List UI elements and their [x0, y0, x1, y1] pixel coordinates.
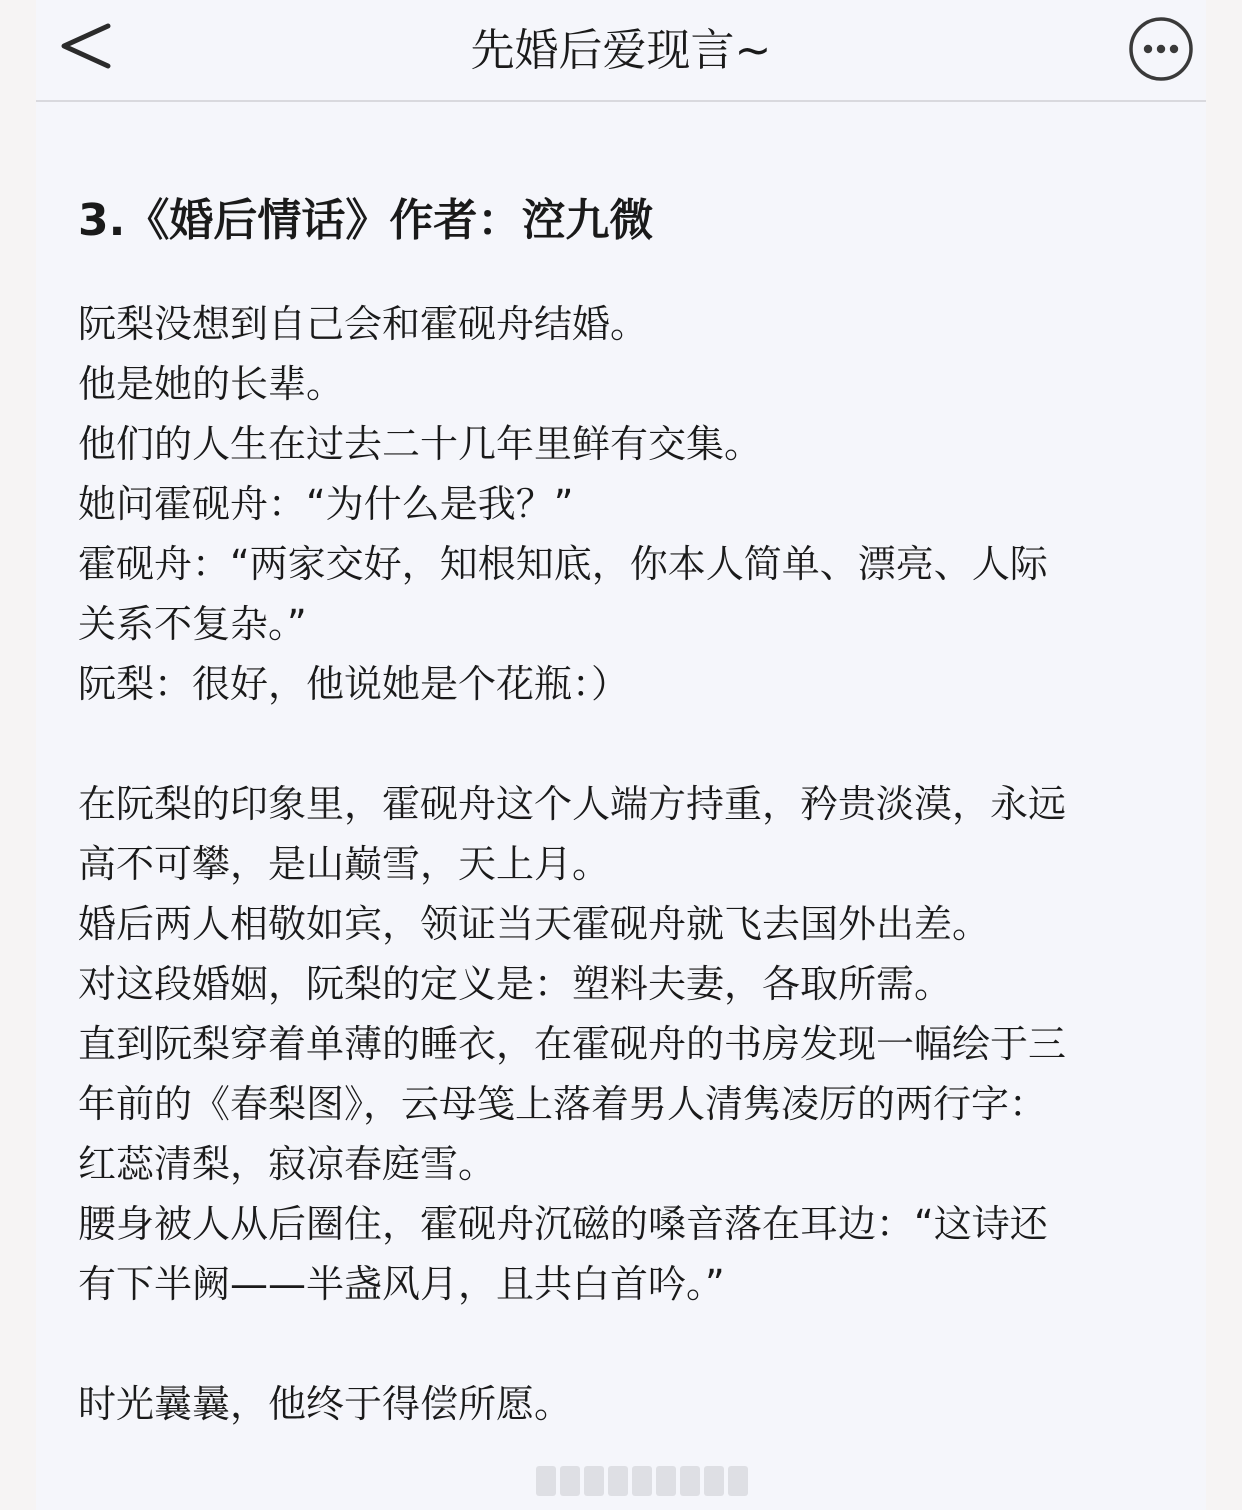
text-line: 婚后两人相敬如宾，领证当天霍砚舟就飞去国外出差。 — [78, 902, 991, 946]
text-line: 时光曩曩，他终于得偿所愿。 — [78, 1382, 573, 1426]
page-title: 先婚后爱现言~ — [470, 25, 772, 76]
book-heading: 3.《婚后情话》作者：涳九微 — [78, 195, 654, 246]
synopsis-paragraph-2 — [78, 774, 1170, 1314]
text-line: 霍砚舟：“两家交好，知根知底，你本人简单、漂亮、人际 — [78, 542, 1048, 586]
paragraph-spacer — [78, 1314, 1170, 1374]
text-line: 他们的人生在过去二十几年里鲜有交集。 — [78, 422, 763, 466]
text-line: 他是她的长辈。 — [78, 362, 345, 406]
text-line: 对这段婚姻，阮梨的定义是：塑料夫妻，各取所需。 — [78, 962, 953, 1006]
navigation-bar — [36, 0, 1206, 102]
text-line: 年前的《春梨图》，云母笺上落着男人清隽凌厉的两行字： — [78, 1082, 1048, 1126]
chevron-left-icon — [56, 16, 120, 80]
text-line: 直到阮梨穿着单薄的睡衣，在霍砚舟的书房发现一幅绘于三 — [78, 1022, 1067, 1066]
synopsis-paragraph-3 — [78, 1374, 1170, 1434]
text-line: 她问霍砚舟：“为什么是我？” — [78, 482, 574, 526]
article-card — [36, 0, 1206, 1510]
back-button[interactable] — [56, 16, 120, 80]
paragraph-spacer — [78, 714, 1170, 774]
text-line: 在阮梨的印象里，霍砚舟这个人端方持重，矜贵淡漠，永远 — [78, 782, 1067, 826]
more-horizontal-icon — [1128, 16, 1194, 82]
text-line: 高不可攀，是山巅雪，天上月。 — [78, 842, 611, 886]
watermark — [536, 1466, 776, 1500]
text-line: 红蕊清梨，寂凉春庭雪。 — [78, 1142, 497, 1186]
text-line: 有下半阙——半盏风月，且共白首吟。” — [78, 1262, 725, 1306]
text-line: 关系不复杂。” — [78, 602, 307, 646]
text-line: 阮梨：很好，他说她是个花瓶：） — [78, 662, 630, 706]
text-line: 阮梨没想到自己会和霍砚舟结婚。 — [78, 302, 649, 346]
more-options-button[interactable] — [1128, 16, 1194, 82]
text-line: 腰身被人从后圈住，霍砚舟沉磁的嗓音落在耳边：“这诗还 — [78, 1202, 1048, 1246]
synopsis-paragraph-1 — [78, 294, 1170, 714]
article-body — [78, 188, 1170, 1434]
